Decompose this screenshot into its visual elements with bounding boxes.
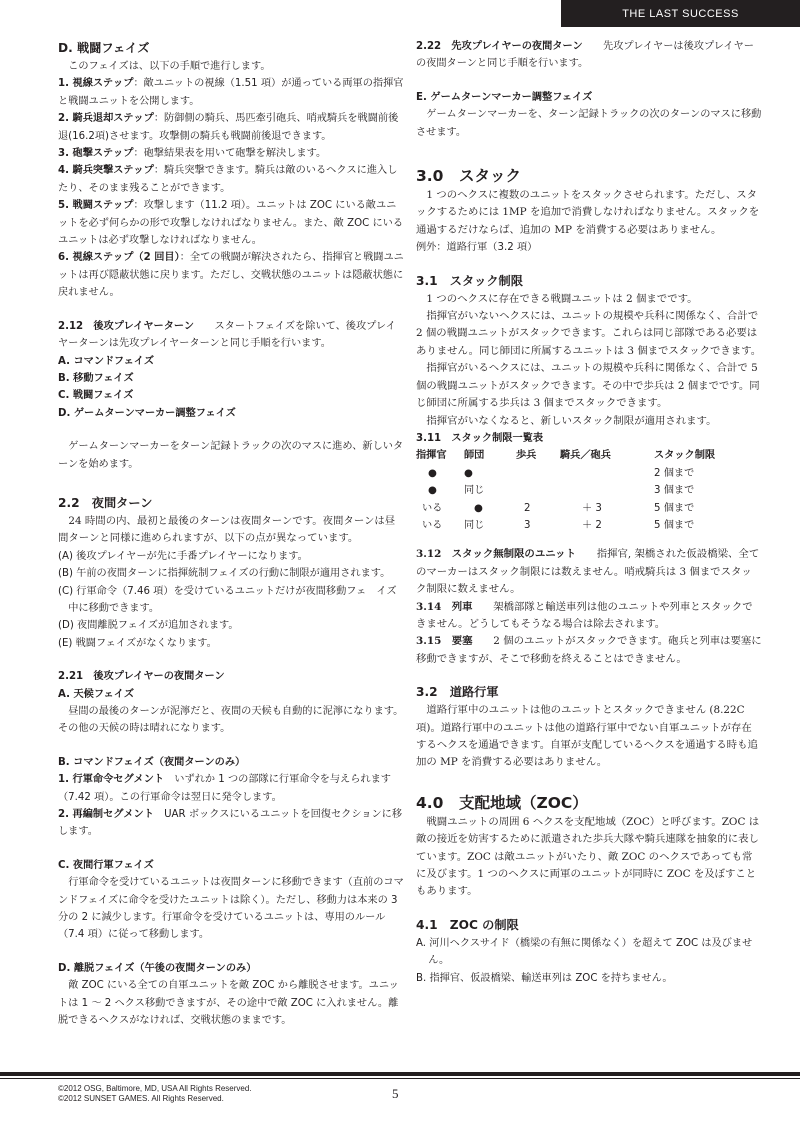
s212-item-c: C. 戦闘フェイズ bbox=[58, 390, 134, 402]
section-40-title: 4.0 支配地域（ZOC） bbox=[416, 793, 588, 812]
step-6: 6. 視線ステップ（2 回目）：全ての戦闘が解決されたら、指揮官と戦闘ユニットは再び隠蔽状態に戻ります。ただし、交戦状態のユニットは隠蔽状態に戻れません。 bbox=[58, 252, 404, 299]
header-title: THE LAST SUCCESS bbox=[622, 7, 739, 20]
table-cell bbox=[516, 482, 560, 499]
table-cell: 2 個まで bbox=[654, 467, 695, 479]
section-315: 3.15 要塞 2 個のユニットがスタックできます。砲兵と列車は要塞に移動できますが、そこで移動を終えることはできません。 bbox=[416, 635, 762, 665]
table-row bbox=[416, 500, 736, 517]
table-row bbox=[416, 517, 736, 534]
table-header: 指揮官 bbox=[416, 450, 447, 462]
footer-rule-thick bbox=[0, 1072, 800, 1076]
s212-item-d: D. ゲームターンマーカー調整フェイズ bbox=[58, 407, 236, 419]
section-311-title: 3.11 スタック制限一覧表 bbox=[416, 432, 544, 444]
s22-item-b: (B) 午前の夜間ターンに指揮統制フェイズの行動に制限が適用されます。 bbox=[58, 568, 391, 580]
s22-item-e: (E) 戦闘フェイズがなくなります。 bbox=[58, 637, 217, 649]
s22-item-a: (A) 後攻プレイヤーが先に手番プレイヤーになります。 bbox=[58, 550, 308, 562]
right-column bbox=[416, 38, 762, 987]
table-cell: いる bbox=[422, 519, 443, 531]
section-31-p1: 1 つのヘクスに存在できる戦闘ユニットは 2 個までです。 bbox=[426, 292, 698, 305]
step-5: 5. 戦闘ステップ：攻撃します（11.2 項）。ユニットは ZOC にいる敵ユニットを必ず何らかの形で攻撃しなければなりません。また、敵 ZOC にいるユニットは必ず攻撃しなければなりません。 bbox=[58, 200, 404, 247]
section-e-text: ゲームターンマーカーを、ターン記録トラックの次のターンのマスに移動させます。 bbox=[416, 109, 762, 138]
section-221-c-title: C. 夜間行軍フェイズ bbox=[58, 859, 154, 871]
section-32-title: 3.2 道路行軍 bbox=[416, 685, 499, 700]
footer-copyright bbox=[58, 1084, 252, 1104]
s212-item-a: A. コマンドフェイズ bbox=[58, 355, 155, 367]
left-column bbox=[58, 38, 405, 1030]
table-header: 騎兵／砲兵 bbox=[560, 450, 611, 462]
s22-item-c: (C) 行軍命令（7.46 項）を受けているユニットだけが夜間移動フェ イズ中に移動できます。 bbox=[58, 585, 397, 614]
table-cell: ● bbox=[428, 467, 437, 479]
table-row bbox=[416, 465, 736, 482]
step-4: 4. 騎兵突撃ステップ：騎兵突撃できます。騎兵は敵のいるヘクスに進入したり、そのまま残ることができます。 bbox=[58, 165, 398, 194]
table-row bbox=[416, 482, 736, 499]
table-cell: ＋ 3 bbox=[582, 502, 602, 514]
table-cell: 同じ bbox=[464, 519, 485, 531]
copyright-line-2: ©2012 SUNSET GAMES. All Rights Reserved. bbox=[58, 1094, 224, 1103]
section-30-text: 1 つのヘクスに複数のユニットをスタックさせられます。ただし、スタックするためには 1MP を追加で消費しなければなりません。スタックを通過するだけならば、追加の MP を消費する必要はありません。 bbox=[416, 189, 760, 236]
section-314: 3.14 列車 架橋部隊と輸送車列は他のユニットや列車とスタックできません。どうしてもそうなる場合は除去されます。 bbox=[416, 600, 753, 630]
section-221-d-title: D. 離脱フェイズ（午後の夜間ターンのみ） bbox=[58, 962, 257, 974]
section-31-p4: 指揮官がいなくなると、新しいスタック制限が適用されます。 bbox=[426, 414, 717, 427]
section-31-title: 3.1 スタック制限 bbox=[416, 273, 523, 288]
table-cell: ● bbox=[474, 502, 483, 514]
step-2: 2. 騎兵退却ステップ：防御側の騎兵、馬匹牽引砲兵、哨戒騎兵を戦闘前後退(16.2項)させます。攻撃側の騎兵も戦闘前後退できます。 bbox=[58, 113, 399, 142]
table-cell: 3 bbox=[524, 519, 531, 531]
copyright-line-1: ©2012 OSG, Baltimore, MD, USA All Rights Reserved. bbox=[58, 1084, 252, 1093]
s212-item-b: B. 移動フェイズ bbox=[58, 372, 134, 384]
section-221-title: 2.21 後攻プレイヤーの夜間ターン bbox=[58, 671, 225, 683]
section-221-b1: 1. 行軍命令セグメント いずれか 1 つの部隊に行軍命令を与えられます（7.42 項）。この行軍命令は翌日に発令します。 bbox=[58, 774, 391, 803]
section-221-d-text: 敵 ZOC にいる全ての自軍ユニットを敵 ZOC から離脱させます。ユニットは 1 ～ 2 ヘクス移動できますが、その途中で敵 ZOC に入れません。離脱できるヘクスがなければ、交戦状態のままです。 bbox=[58, 980, 399, 1027]
table-cell: 2 bbox=[524, 502, 531, 514]
step-1: 1. 視線ステップ：敵ユニットの視線（1.51 項）が通っている両軍の指揮官と戦闘ユニットを公開します。 bbox=[58, 78, 404, 107]
section-40-text: 戦闘ユニットの周囲 6 ヘクスを支配地域（ZOC）と呼びます。ZOC は敵の接近を妨害するために派遣された歩兵大隊や騎兵連隊を抽象的に表しています。ZOC は敵ユニットがいたり、敵 ZOC のヘクスであっても常に及びます。1 つのヘクスに両軍のユニットが同時に ZOC を及ぼすこともあります。 bbox=[416, 815, 760, 898]
section-221-b2: 2. 再編制セグメント UAR ボックスにいるユニットを回復セクションに移します。 bbox=[58, 809, 403, 838]
table-cell: 3 個まで bbox=[654, 485, 695, 497]
section-32-text: 道路行軍中のユニットは他のユニットとスタックできません (8.22C 項)。道路行軍中のユニットは他の道路行軍中でない自軍ユニットが存在するヘクスを通過できます。自軍が支配しているヘクスを通過する時も追加の MP を消費する必要はありません。 bbox=[416, 704, 758, 769]
section-221-b-title: B. コマンドフェイズ（夜間ターンのみ） bbox=[58, 756, 246, 768]
table-cell: 同じ bbox=[464, 485, 485, 497]
section-e-title: E. ゲームターンマーカー調整フェイズ bbox=[416, 91, 593, 103]
section-212: 2.12 後攻プレイヤーターン スタートフェイズを除いて、後攻プレイヤーターンは先攻プレイヤーターンと同じ手順を行います。 bbox=[58, 320, 396, 350]
section-22-text: 24 時間の内、最初と最後のターンは夜間ターンです。夜間ターンは昼間ターンと同様に進められますが、以下の点が異なっています。 bbox=[58, 514, 396, 545]
section-30-exception: 例外：道路行軍（3.2 項） bbox=[416, 242, 538, 254]
table-cell: いる bbox=[422, 502, 443, 514]
section-22-title: 2.2 夜間ターン bbox=[58, 495, 153, 510]
table-cell bbox=[516, 465, 560, 482]
s22-item-d: (D) 夜間離脱フェイズが追加されます。 bbox=[58, 620, 239, 632]
s212-after: ゲームターンマーカーをターン記録トラックの次のマスに進め、新しいターンを始めます。 bbox=[58, 441, 404, 470]
table-cell: 5 個まで bbox=[654, 519, 695, 531]
stack-limit-table bbox=[416, 447, 736, 534]
step-3: 3. 砲撃ステップ：砲撃結果表を用いて砲撃を解決します。 bbox=[58, 148, 327, 160]
table-header-row bbox=[416, 447, 736, 464]
table-header: スタック制限 bbox=[654, 450, 716, 462]
section-221-c-text: 行軍命令を受けているユニットは夜間ターンに移動できます（直前のコマンドフェイズに命令を受けたユニットは除く）。ただし、移動力は本来の 3 分の 2 に減少します。行軍命令を受けているユニットは、専用のルール（7.4 項）に従って移動します。 bbox=[58, 877, 404, 941]
section-222: 2.22 先攻プレイヤーの夜間ターン 先攻プレイヤーは後攻プレイヤーの夜間ターンと同じ手順を行います。 bbox=[416, 41, 754, 70]
table-cell bbox=[560, 482, 654, 499]
page-number: 5 bbox=[392, 1086, 399, 1101]
section-41-title: 4.1 ZOC の制限 bbox=[416, 917, 519, 932]
s41-item-b: B. 指揮官、仮設橋梁、輸送車列は ZOC を持ちません。 bbox=[416, 972, 673, 984]
section-31-p2: 指揮官がいないヘクスには、ユニットの規模や兵科に関係なく、合計で 2 個の戦闘ユニットがスタックできます。これらは同じ部隊である必要はありません。同じ師団に所属するユニットは 3 個までスタックできます。 bbox=[416, 310, 762, 357]
section-221-a-title: A. 天候フェイズ bbox=[58, 688, 135, 700]
section-221-a-text: 昼間の最後のターンが泥濘だと、夜間の天候も自動的に泥濘になります。その他の天候の時は晴れになります。 bbox=[58, 706, 404, 735]
table-header: 師団 bbox=[464, 450, 485, 462]
table-cell bbox=[560, 465, 654, 482]
footer-rule-thin bbox=[0, 1078, 800, 1079]
section-30-title: 3.0 スタック bbox=[416, 167, 521, 186]
table-cell: ● bbox=[464, 467, 473, 479]
table-cell: ＋ 2 bbox=[582, 519, 602, 531]
section-31-p3: 指揮官がいるヘクスには、ユニットの規模や兵科に関係なく、合計で 5 個の戦闘ユニットがスタックできます。その中で歩兵は 2 個までです。同じ師団に所属する歩兵は 3 個までスタックできます。 bbox=[416, 362, 760, 410]
table-cell: 5 個まで bbox=[654, 502, 695, 514]
table-cell: ● bbox=[428, 485, 437, 497]
s41-item-a: A. 河川ヘクスサイド（橋梁の有無に関係なく）を超えて ZOC は及びません。 bbox=[416, 937, 753, 967]
header-title-bar bbox=[561, 0, 800, 27]
section-312: 3.12 スタック無制限のユニット 指揮官, 架橋された仮設橋梁、全てのマーカーはスタック制限には数えません。哨戒騎兵は 3 個までスタック制限に数えません。 bbox=[416, 548, 760, 596]
section-d-intro: このフェイズは、以下の手順で進行します。 bbox=[68, 61, 271, 72]
table-header: 歩兵 bbox=[516, 450, 537, 462]
section-d-title: D. 戦闘フェイズ bbox=[58, 41, 150, 55]
